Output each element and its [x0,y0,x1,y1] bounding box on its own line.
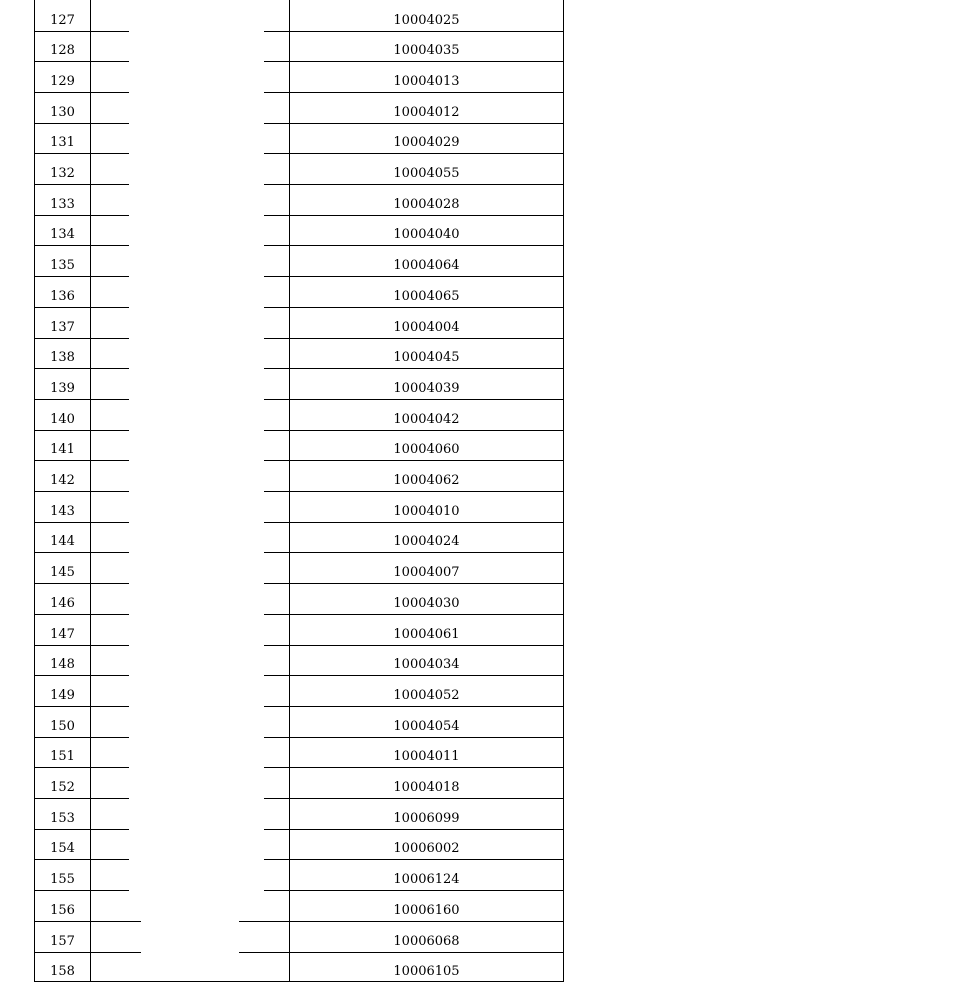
row-border-inner-right [264,123,290,124]
row-border-inner-left [90,583,129,584]
row-border-inner-right [264,307,290,308]
row-border-code [289,798,564,799]
row-border-code [289,184,564,185]
row-number-cell: 138 [50,350,75,365]
row-border-inner-left [90,737,129,738]
row-border-inner-right [264,92,290,93]
row-border-inner-left [90,829,129,830]
row-border-num [34,276,91,277]
row-border-code [289,767,564,768]
row-border-inner-left [90,767,129,768]
item-code-cell: 10004004 [393,320,460,335]
row-border-inner-left [90,675,129,676]
row-border-inner-right [264,798,290,799]
item-code-cell: 10004010 [393,504,460,519]
row-border-inner-right [264,829,290,830]
row-number-cell: 142 [50,473,75,488]
row-border-code [289,921,564,922]
row-number-cell: 147 [50,627,75,642]
row-border-inner-left [90,798,129,799]
row-number-cell: 139 [50,381,75,396]
row-number-cell: 128 [50,43,75,58]
row-border-code [289,399,564,400]
item-code-cell: 10004034 [393,657,460,672]
row-number-cell: 157 [50,934,75,949]
item-code-cell: 10004012 [393,105,460,120]
row-border-inner-right [264,552,290,553]
row-border-inner-left [90,522,129,523]
row-border-num [34,460,91,461]
row-border-inner-right [264,460,290,461]
row-border-code [289,92,564,93]
row-border-inner-left [90,123,129,124]
row-border-code [289,829,564,830]
row-number-cell: 154 [50,841,75,856]
item-code-cell: 10004065 [393,289,460,304]
row-number-cell: 146 [50,596,75,611]
item-code-cell: 10004018 [393,780,460,795]
row-border-code [289,460,564,461]
row-border-inner-left [90,276,129,277]
row-border-num [34,645,91,646]
row-border-num [34,31,91,32]
item-code-cell: 10004064 [393,258,460,273]
row-border-inner-right [264,522,290,523]
row-number-cell: 141 [50,442,75,457]
row-border-num [34,921,91,922]
row-border-code [289,338,564,339]
row-border-inner-right [264,614,290,615]
row-border-code [289,645,564,646]
row-border-num [34,368,91,369]
row-border-num [34,61,91,62]
row-border-inner-left [90,368,129,369]
row-border-inner-left [90,460,129,461]
row-border-num [34,491,91,492]
row-number-cell: 145 [50,565,75,580]
row-border-inner-left [90,184,129,185]
row-border-inner-right [264,706,290,707]
row-border-inner-right [264,368,290,369]
row-border-num [34,952,91,953]
row-border-code [289,307,564,308]
row-border-num [34,737,91,738]
row-border-inner-right [264,583,290,584]
row-number-cell: 132 [50,166,75,181]
row-border-inner-right [239,921,290,922]
row-border-inner-left [90,338,129,339]
item-code-cell: 10006124 [393,872,460,887]
row-border-inner-left [90,399,129,400]
row-border-code [289,31,564,32]
row-border-code [289,276,564,277]
row-number-cell: 130 [50,105,75,120]
row-border-code [289,552,564,553]
item-code-cell: 10004025 [393,13,460,28]
row-number-cell: 149 [50,688,75,703]
row-border-num [34,675,91,676]
row-border-inner-right [264,399,290,400]
row-border-code [289,859,564,860]
row-border-num [34,92,91,93]
row-border-inner-right [264,645,290,646]
row-border-num [34,552,91,553]
row-border-inner-left [90,215,129,216]
item-code-cell: 10004042 [393,412,460,427]
row-border-inner-left [90,952,141,953]
row-number-cell: 152 [50,780,75,795]
item-code-cell: 10006068 [393,934,460,949]
row-number-cell: 140 [50,412,75,427]
item-code-cell: 10006099 [393,811,460,826]
item-code-cell: 10004061 [393,627,460,642]
row-border-code [289,675,564,676]
row-border-inner-right [264,276,290,277]
row-border-inner-left [90,706,129,707]
row-border-inner-left [90,430,129,431]
row-border-inner-left [90,31,129,32]
row-border-inner-left [90,491,129,492]
row-number-cell: 127 [50,13,75,28]
row-border-code [289,737,564,738]
item-code-cell: 10004024 [393,534,460,549]
row-number-cell: 144 [50,534,75,549]
row-border-num [34,798,91,799]
item-code-cell: 10006160 [393,903,460,918]
item-code-cell: 10004011 [393,749,460,764]
row-border-code [289,215,564,216]
row-border-inner-right [264,31,290,32]
item-code-cell: 10004052 [393,688,460,703]
row-number-cell: 143 [50,504,75,519]
row-number-cell: 151 [50,749,75,764]
row-border-inner-left [90,890,129,891]
row-number-cell: 137 [50,320,75,335]
row-border-code [289,368,564,369]
row-border-inner-left [90,921,141,922]
row-border-num [34,245,91,246]
row-border-code [289,706,564,707]
row-border-inner-left [90,92,129,93]
row-border-inner-left [90,61,129,62]
item-code-cell: 10004045 [393,350,460,365]
row-border-code [289,430,564,431]
row-border-inner-right [264,890,290,891]
row-border-num [34,767,91,768]
row-number-cell: 158 [50,964,75,979]
item-code-cell: 10004039 [393,381,460,396]
row-number-cell: 129 [50,74,75,89]
row-border-inner-right [264,430,290,431]
row-border-inner-right [264,153,290,154]
row-border-inner-right [264,859,290,860]
row-border-inner-right [264,767,290,768]
row-number-cell: 155 [50,872,75,887]
row-number-cell: 150 [50,719,75,734]
row-number-cell: 148 [50,657,75,672]
item-code-cell: 10004035 [393,43,460,58]
item-code-cell: 10004054 [393,719,460,734]
row-border-code [289,153,564,154]
row-border-num [34,215,91,216]
row-border-num [34,338,91,339]
row-border-num [34,123,91,124]
row-border-code [289,890,564,891]
row-border-num [34,184,91,185]
item-code-cell: 10004055 [393,166,460,181]
row-border-num [34,583,91,584]
item-code-cell: 10004029 [393,135,460,150]
row-border-code [289,123,564,124]
item-code-cell: 10004013 [393,74,460,89]
item-code-cell: 10004062 [393,473,460,488]
item-code-cell: 10004030 [393,596,460,611]
row-border-code [289,614,564,615]
item-code-cell: 10004007 [393,565,460,580]
row-border-inner-left [90,859,129,860]
row-border-num [34,890,91,891]
row-border-code [289,61,564,62]
row-border-inner-right [264,61,290,62]
row-number-cell: 133 [50,197,75,212]
row-border-inner-left [90,552,129,553]
row-border-num [34,399,91,400]
row-number-cell: 156 [50,903,75,918]
row-border-num [34,430,91,431]
item-code-cell: 10006105 [393,964,460,979]
row-border-inner-left [90,614,129,615]
item-code-cell: 10004028 [393,197,460,212]
item-code-cell: 10004040 [393,227,460,242]
row-border-inner-right [264,675,290,676]
row-border-num [34,829,91,830]
row-number-cell: 135 [50,258,75,273]
row-border-num [34,706,91,707]
row-border-code [289,952,564,953]
row-border-code [289,491,564,492]
row-border-code [289,522,564,523]
row-border-inner-left [90,245,129,246]
row-border-num [34,614,91,615]
row-border-inner-left [90,645,129,646]
row-border-code [289,245,564,246]
row-border-num [34,859,91,860]
row-border-inner-right [264,737,290,738]
row-border-num [34,307,91,308]
row-border-inner-left [90,307,129,308]
row-border-code [289,583,564,584]
row-border-inner-right [264,184,290,185]
row-border-inner-right [264,215,290,216]
row-border-num [34,522,91,523]
row-number-cell: 153 [50,811,75,826]
row-number-cell: 131 [50,135,75,150]
item-code-cell: 10004060 [393,442,460,457]
row-number-cell: 136 [50,289,75,304]
row-number-cell: 134 [50,227,75,242]
row-border-inner-right [239,952,290,953]
item-code-cell: 10006002 [393,841,460,856]
row-border-inner-right [264,491,290,492]
row-border-inner-left [90,153,129,154]
row-border-inner-right [264,338,290,339]
row-border-num [34,153,91,154]
row-border-inner-right [264,245,290,246]
